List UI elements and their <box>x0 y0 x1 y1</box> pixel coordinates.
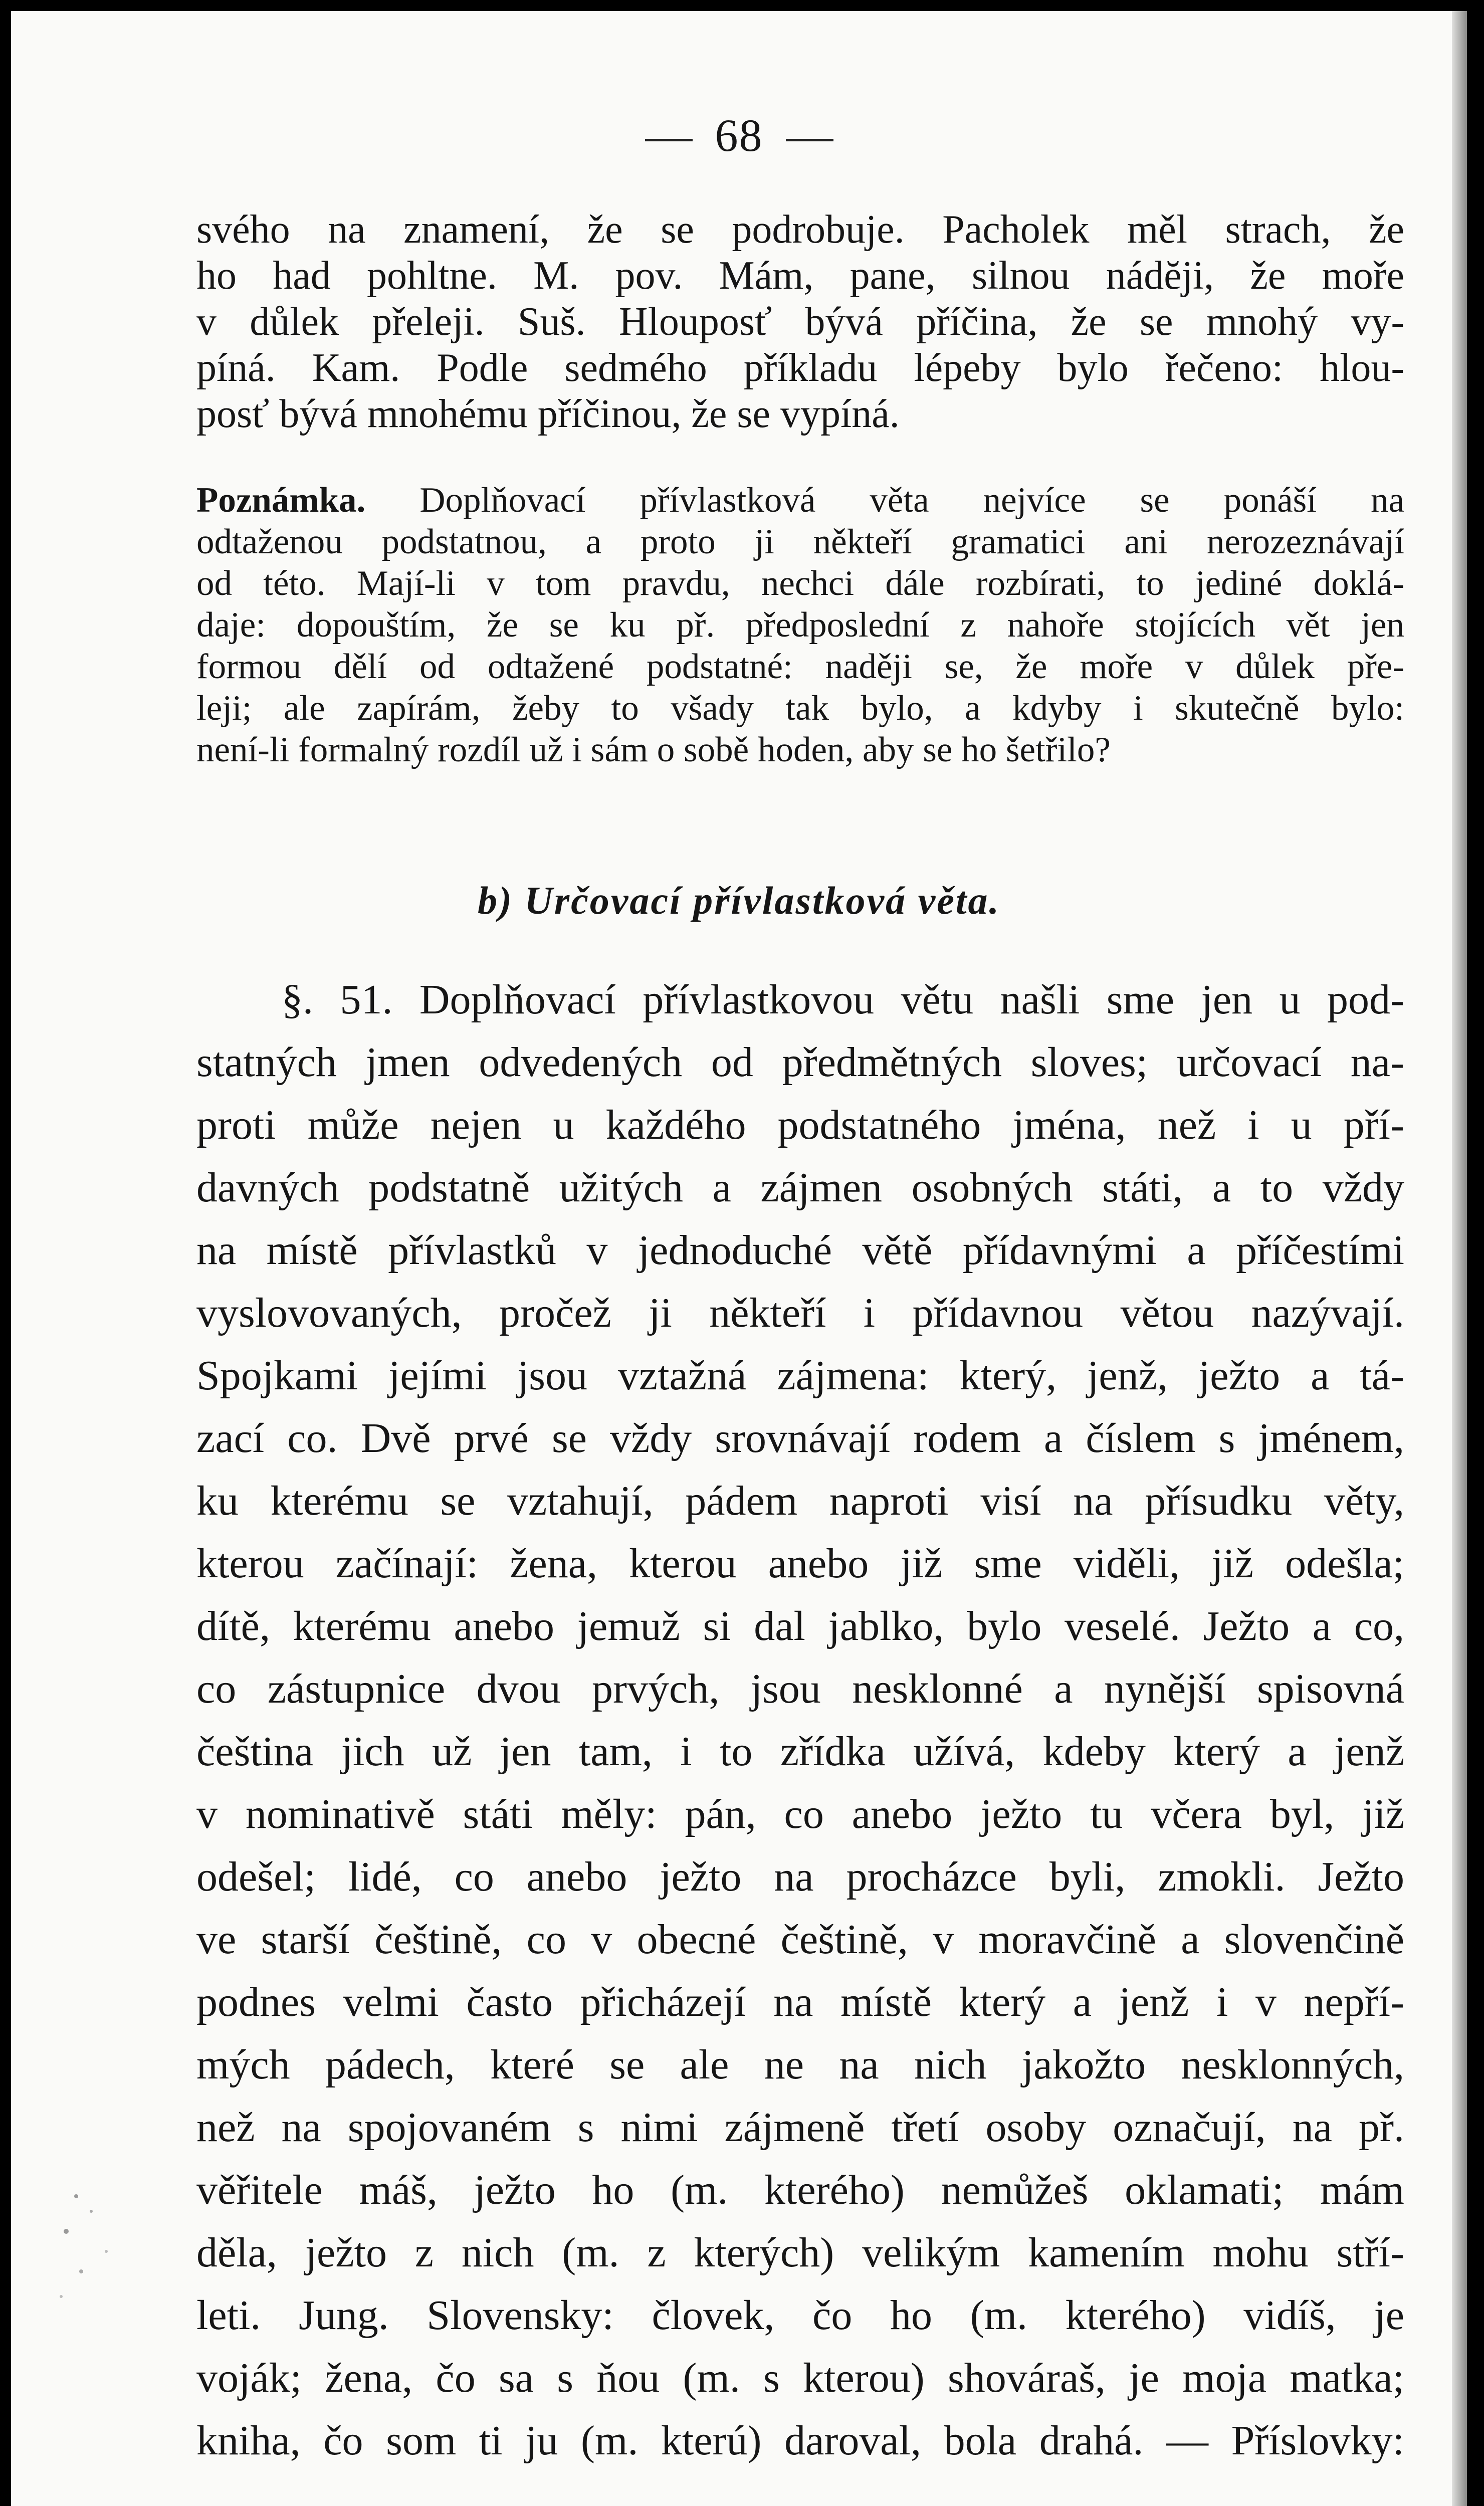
text-line: proti může nejen u každého podstatného jména, než i u pří- <box>196 1102 1404 1148</box>
note-line: formou dělí od odtažené podstatné: naději se, že moře v důlek pře- <box>196 647 1404 686</box>
note-line: daje: dopouštím, že se ku př. předposlední z nahoře stojících vět jen <box>196 605 1404 645</box>
text-line: ve starší češtině, co v obecné češtině, v moravčině a slovenčině <box>196 1916 1404 1963</box>
ink-blot-marks <box>46 2176 146 2327</box>
text-line: čeština jich už jen tam, i to zřídka užívá, kdeby který a jenž <box>196 1728 1404 1775</box>
paragraph-examples <box>196 206 1404 437</box>
text-line: kterou začínají: žena, kterou anebo již sme viděli, již odešla; <box>196 1540 1404 1587</box>
text-line: leti. Jung. Slovensky: človek, čo ho (m. kterého) vidíš, je <box>196 2292 1404 2339</box>
note-line: leji; ale zapírám, žeby to všady tak bylo, a kdyby i skutečně bylo: <box>196 689 1404 728</box>
text-line: Spojkami jejími jsou vztažná zájmena: který, jenž, ježto a tá- <box>196 1352 1404 1399</box>
text-line: ku kterému se vztahují, pádem naproti visí na přísudku věty, <box>196 1478 1404 1524</box>
text-line: davných podstatně užitých a zájmen osobných státi, a to vždy <box>196 1164 1404 1211</box>
note-paragraph <box>196 480 1404 771</box>
text-line: na místě přívlastků v jednoduché větě přídavnými a příčestími <box>196 1227 1404 1274</box>
text-line: voják; žena, čo sa s ňou (m. s kterou) shováraš, je moja matka; <box>196 2355 1404 2401</box>
note-line: odtaženou podstatnou, a proto ji někteří gramatici ani nerozeznávají <box>196 522 1404 561</box>
text-line: dítě, kterému anebo jemuž si dal jablko, bylo veselé. Ježto a co, <box>196 1603 1404 1649</box>
text-line: vyslovovaných, pročež ji někteří i přídavnou větou nazývají. <box>196 1290 1404 1336</box>
note-line: není-li formalný rozdíl už i sám o sobě hoden, aby se ho šetřilo? <box>196 730 1111 769</box>
text-line: mých pádech, které se ale ne na nich jakožto nesklonných, <box>196 2041 1404 2088</box>
text-line: posť bývá mnohému příčinou, že se vypíná. <box>196 392 900 436</box>
text-line: zací co. Dvě prvé se vždy srovnávají rodem a číslem s jménem, <box>196 1415 1404 1461</box>
text-line: děla, ježto z nich (m. z kterých) velikým kamením mohu stří- <box>196 2229 1404 2276</box>
text-line: statných jmen odvedených od předmětných sloves; určovací na- <box>196 1039 1404 1086</box>
page-edge <box>1452 11 1467 2506</box>
note-line: od této. Mají-li v tom pravdu, nechci dále rozbírati, to jediné doklá- <box>196 564 1404 603</box>
section-heading: b) Určovací přívlastková věta. <box>477 879 1001 922</box>
text-line: co zástupnice dvou prvých, jsou nesklonné a nynější spisovná <box>196 1665 1404 1712</box>
folio-number: 68 <box>715 110 763 161</box>
text-line: §. 51. Doplňovací přívlastkovou větu našli sme jen u pod- <box>282 976 1404 1023</box>
text-line: kniha, čo som ti ju (m. kterú) daroval, bola drahá. — Příslovky: <box>196 2417 1404 2464</box>
note-label: Poznámka. <box>196 481 366 520</box>
folio-dash-left <box>645 139 693 141</box>
text-line: v nominativě státi měly: pán, co anebo ježto tu včera byl, již <box>196 1791 1404 1837</box>
text-line: než na spojovaném s nimi zájmeně třetí osoby označují, na př. <box>196 2104 1404 2151</box>
text-line: ho had pohltne. M. pov. Mám, pane, silnou nádĕji, že moře <box>196 254 1404 298</box>
note-first-line <box>196 480 1404 521</box>
note-text: Doplňovací přívlastková věta nejvíce se ponáší na <box>419 481 1404 520</box>
text-line: odešel; lidé, co anebo ježto na procházce byli, zmokli. Ježto <box>196 1853 1404 1900</box>
text-line: v důlek přeleji. Suš. Hlouposť bývá příčina, že se mnohý vy- <box>196 300 1404 344</box>
page-number <box>11 109 1467 162</box>
text-line: svého na znamení, že se podrobuje. Pacholek měl strach, že <box>196 207 1404 252</box>
text-line: píná. Kam. Podle sedmého příkladu lépeby bylo řečeno: hlou- <box>196 346 1404 390</box>
folio-dash-right <box>786 139 833 141</box>
paragraph-section-51 <box>196 968 1404 2472</box>
text-line: podnes velmi často přicházejí na místě který a jenž i v nepří- <box>196 1979 1404 2025</box>
text-line: věřitele máš, ježto ho (m. kterého) nemůžeš oklamati; mám <box>196 2167 1404 2213</box>
book-page <box>11 11 1467 2506</box>
